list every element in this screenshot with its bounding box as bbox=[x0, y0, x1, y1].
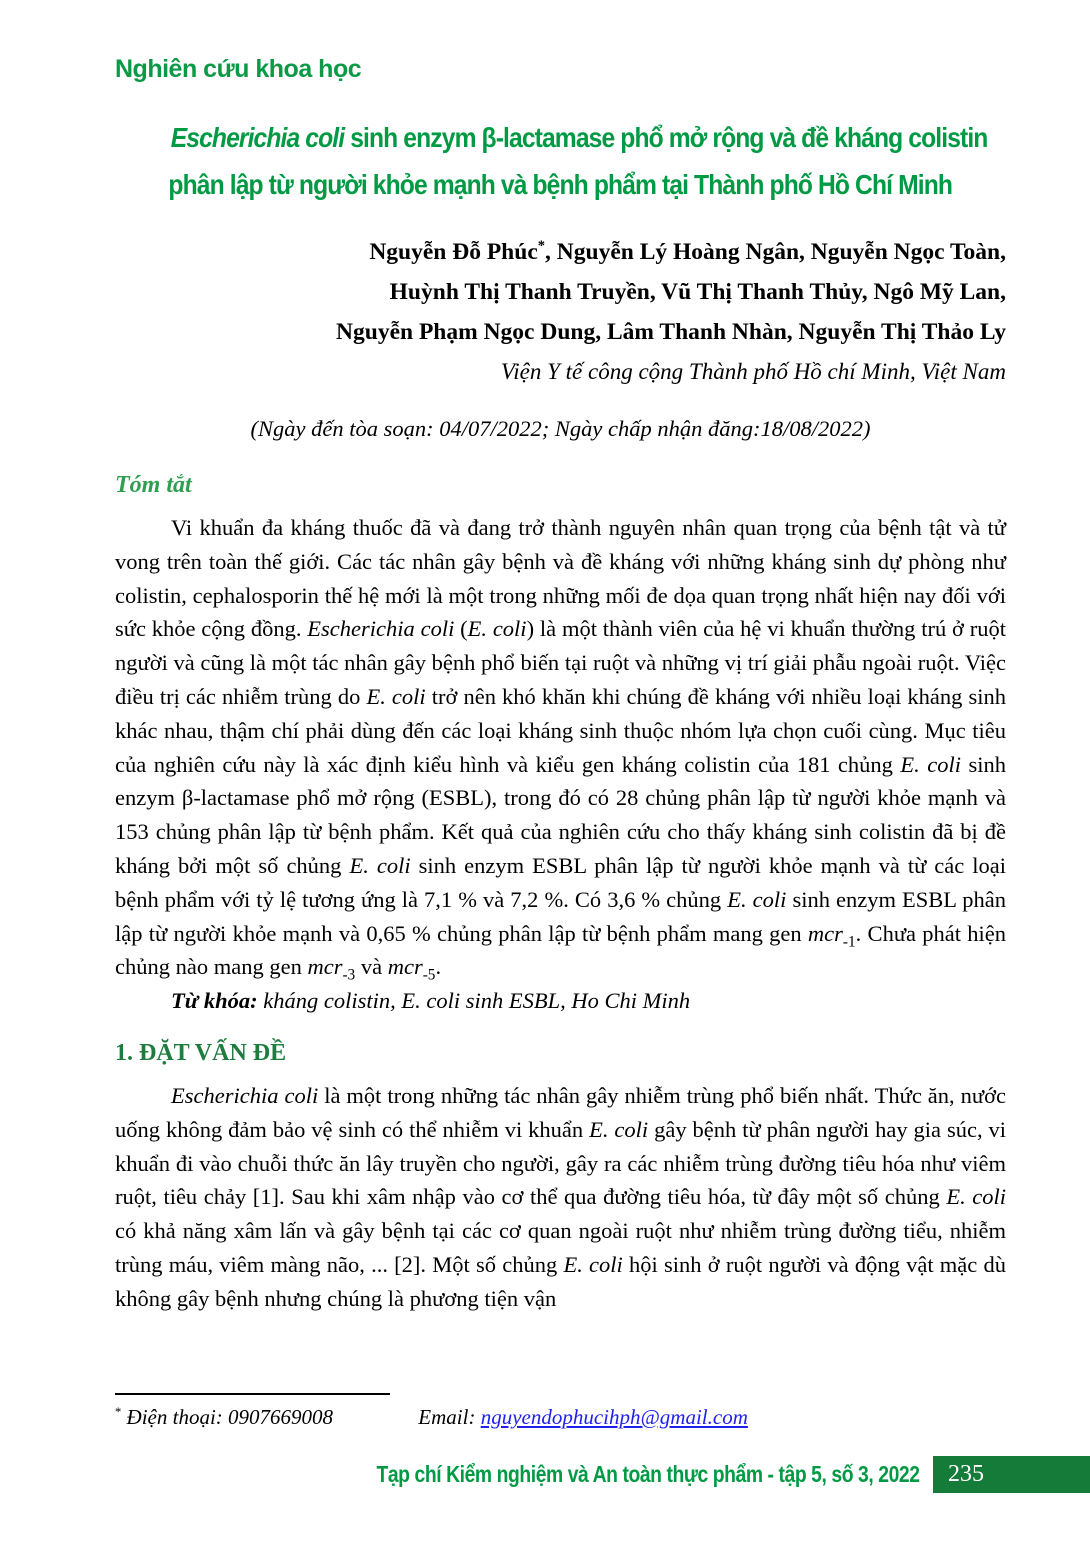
page-number-badge bbox=[933, 1456, 1090, 1493]
author-line: Nguyễn Phạm Ngọc Dung, Lâm Thanh Nhàn, Nguyễn Thị Thảo Ly bbox=[336, 319, 1006, 345]
running-head: Nghiên cứu khoa học bbox=[115, 55, 362, 83]
author-list bbox=[115, 232, 1006, 352]
author-line: Nguyễn Đỗ Phúc*, Nguyễn Lý Hoàng Ngân, Nguyễn Ngọc Toàn, bbox=[369, 238, 1006, 265]
page-number: 235 bbox=[948, 1460, 984, 1487]
footnote-marker: * bbox=[115, 1405, 122, 1419]
article-title-line1: Escherichia coli sinh enzym β-lactamase phổ mở rộng và đề kháng colistin bbox=[170, 122, 988, 153]
abstract-paragraph: Vi khuẩn đa kháng thuốc đã và đang trở thành nguyên nhân quan trọng của bệnh tật và tử vong trên toàn thế giới. Các tác nhân gây bệnh và đề kháng với những kháng sinh dự phòng như colistin, cephalosporin thế hệ mới là một trong những mối đe dọa quan trọng nhất hiện nay đối với sức khỏe cộng đồng. Escherichia coli (E. coli) là một thành viên của hệ vi khuẩn thường trú ở ruột người và cũng là một tác nhân gây bệnh phổ biến tại ruột và những vị trí giải phẫu ngoài ruột. Việc điều trị các nhiễm trùng do E. coli trở nên khó khăn khi chúng đề kháng với nhiều loại kháng sinh khác nhau, thậm chí phải dùng đến các loại kháng sinh thuộc nhóm lựa chọn cuối cùng. Mục tiêu của nghiên cứu này là xác định kiểu hình và kiểu gen kháng colistin của 181 chủng E. coli sinh enzym β-lactamase phổ mở rộng (ESBL), trong đó có 28 chủng phân lập từ người khỏe mạnh và 153 chủng phân lập từ bệnh phẩm. Kết quả của nghiên cứu cho thấy kháng sinh colistin đã bị đề kháng bởi một số chủng E. coli sinh enzym ESBL phân lập từ người khỏe mạnh và từ các loại bệnh phẩm với tỷ lệ tương ứng là 7,1 % và 7,2 %. Có 3,6 % chủng E. coli sinh enzym ESBL phân lập từ người khỏe mạnh và 0,65 % chủng phân lập từ bệnh phẩm mang gen mcr$_{-1}$. Chưa phát hiện chủng nào mang gen mcr$_{-3}$ và mcr$_{-5}$. bbox=[115, 515, 1007, 984]
article-title-line2: phân lập từ người khỏe mạnh và bệnh phẩm tại Thành phố Hồ Chí Minh bbox=[168, 169, 953, 200]
email-link[interactable]: nguyendophucihph@gmail.com bbox=[480, 1405, 748, 1429]
section-heading-1: 1. ĐẶT VẤN ĐỀ bbox=[115, 1039, 287, 1066]
email-note bbox=[418, 1405, 748, 1429]
footnote-rule bbox=[115, 1393, 390, 1395]
article-title bbox=[115, 114, 1006, 208]
email-label: Email: bbox=[418, 1405, 476, 1429]
intro-paragraph: Escherichia coli là một trong những tác nhân gây nhiễm trùng phổ biến nhất. Thức ăn, nước uống không đảm bảo vệ sinh có thể nhiễm vi khuẩn E. coli gây bệnh từ phân người hay gia súc, vi khuẩn đi vào chuỗi thức ăn lây truyền cho người, gây ra các nhiễm trùng đường tiêu hóa như viêm ruột, tiêu chảy [1]. Sau khi xâm nhập vào cơ thể qua đường tiêu hóa, từ đây một số chủng E. coli có khả năng xâm lấn và gây bệnh tại các cơ quan ngoài ruột như nhiễm trùng đường tiểu, nhiễm trùng máu, viêm màng não, ... [2]. Một số chủng E. coli hội sinh ở ruột người và động vật mặc dù không gây bệnh nhưng chúng là phương tiện vận bbox=[115, 1082, 1007, 1311]
footer-journal-title: Tạp chí Kiểm nghiệm và An toàn thực phẩm - tập 5, số 3, 2022 bbox=[376, 1460, 920, 1487]
author-line: Huỳnh Thị Thanh Truyền, Vũ Thị Thanh Thủy, Ngô Mỹ Lan, bbox=[389, 279, 1006, 305]
keywords-line: Từ khóa: kháng colistin, E. coli sinh ESBL, Ho Chi Minh bbox=[171, 988, 691, 1014]
phone-note: Điện thoại: 0907669008 bbox=[126, 1405, 334, 1429]
footer-bar bbox=[0, 1455, 1090, 1493]
affiliation: Viện Y tế công cộng Thành phố Hồ chí Minh, Việt Nam bbox=[500, 359, 1006, 384]
submission-dates: (Ngày đến tòa soạn: 04/07/2022; Ngày chấp nhận đăng:18/08/2022) bbox=[250, 416, 871, 441]
footnote-area bbox=[115, 1393, 1006, 1430]
abstract-heading: Tóm tắt bbox=[115, 472, 192, 498]
footnote bbox=[115, 1405, 1006, 1430]
